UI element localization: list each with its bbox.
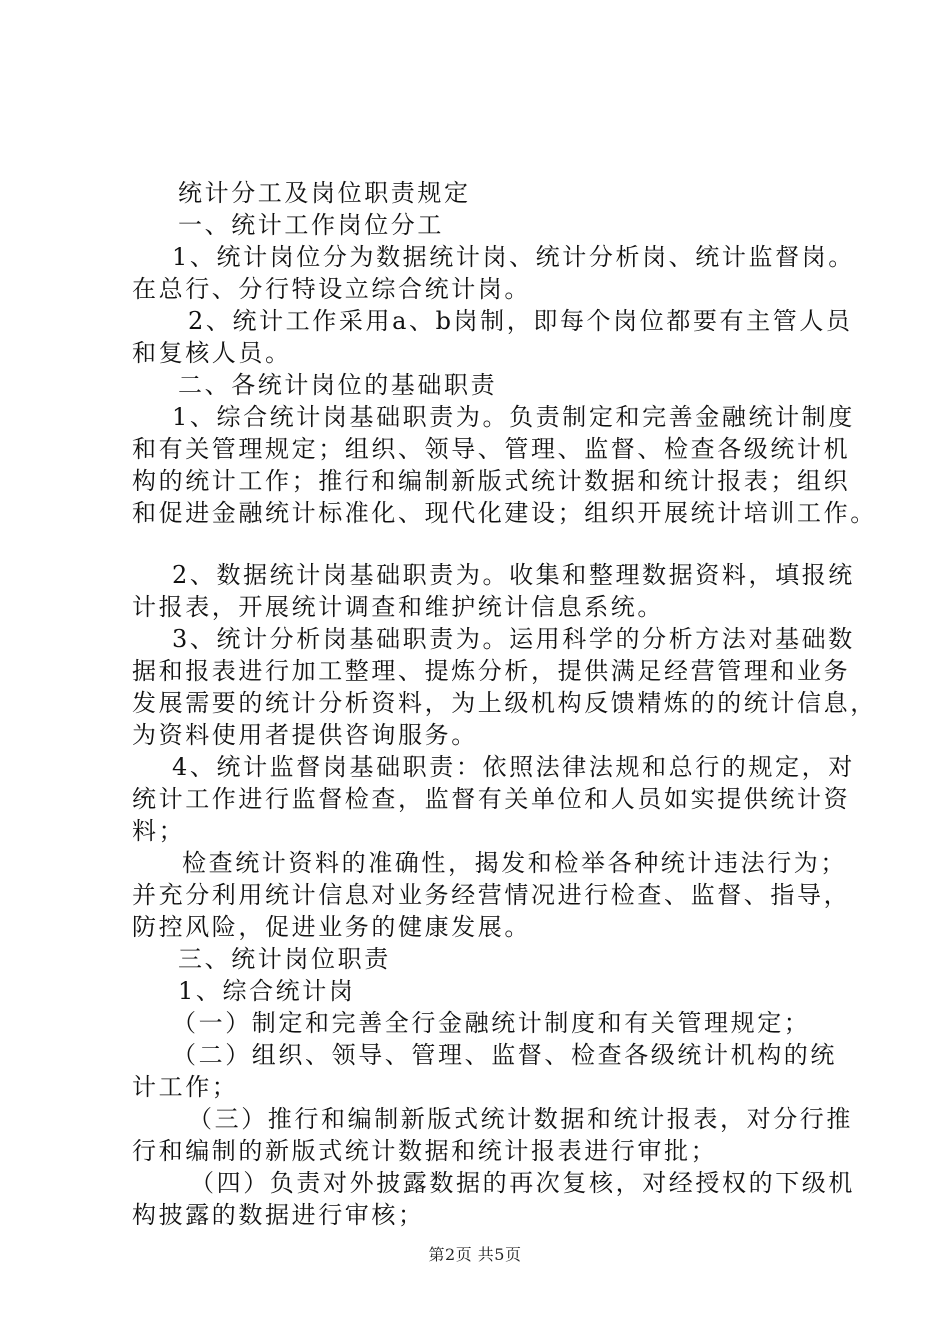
paragraph-line: 在总行、分行特设立综合统计岗。 xyxy=(132,275,531,303)
paragraph-line: 2、数据统计岗基础职责为。收集和整理数据资料，填报统 xyxy=(172,561,855,589)
paragraph-line: 1、统计岗位分为数据统计岗、统计分析岗、统计监督岗。 xyxy=(172,243,855,271)
paragraph-line: 防控风险，促进业务的健康发展。 xyxy=(132,913,531,941)
section-heading: 三、统计岗位职责 xyxy=(178,945,391,973)
paragraph-line: 为资料使用者提供咨询服务。 xyxy=(132,721,478,749)
paragraph-line: 计工作； xyxy=(132,1073,239,1101)
section-heading: 一、统计工作岗位分工 xyxy=(178,211,444,239)
paragraph-line: 据和报表进行加工整理、提炼分析，提供满足经营管理和业务 xyxy=(132,657,851,685)
paragraph-line: 行和编制的新版式统计数据和统计报表进行审批； xyxy=(132,1137,718,1165)
paragraph-line: 统计工作进行监督检查，监督有关单位和人员如实提供统计资 xyxy=(132,785,851,813)
subsection-heading: 1、综合统计岗 xyxy=(178,977,356,1005)
paragraph-line: 和促进金融统计标准化、现代化建设；组织开展统计培训工作。 xyxy=(132,499,877,527)
section-heading: 二、各统计岗位的基础职责 xyxy=(178,371,498,399)
paragraph-line: 和复核人员。 xyxy=(132,339,292,367)
paragraph-line: 4、统计监督岗基础职责：依照法律法规和总行的规定，对 xyxy=(172,753,855,781)
paragraph-line: 和有关管理规定；组织、领导、管理、监督、检查各级统计机 xyxy=(132,435,851,463)
paragraph-line: 计报表，开展统计调查和维护统计信息系统。 xyxy=(132,593,664,621)
paragraph-line: 1、综合统计岗基础职责为。负责制定和完善金融统计制度 xyxy=(172,403,855,431)
page-number-label: 第2页 共5页 xyxy=(428,1245,522,1264)
paragraph-line: （一）制定和完善全行金融统计制度和有关管理规定； xyxy=(172,1009,811,1037)
paragraph-line: 构的统计工作；推行和编制新版式统计数据和统计报表；组织 xyxy=(132,467,851,495)
paragraph-line: （三）推行和编制新版式统计数据和统计报表，对分行推 xyxy=(188,1105,853,1133)
paragraph-line: 并充分利用统计信息对业务经营情况进行检查、监督、指导， xyxy=(132,881,851,909)
paragraph-line: 2、统计工作采用a、b岗制，即每个岗位都要有主管人员 xyxy=(188,307,853,335)
paragraph-line: 3、统计分析岗基础职责为。运用科学的分析方法对基础数 xyxy=(172,625,855,653)
paragraph-line: （二）组织、领导、管理、监督、检查各级统计机构的统 xyxy=(172,1041,837,1069)
paragraph-line: 发展需要的统计分析资料，为上级机构反馈精炼的的统计信息， xyxy=(132,689,877,717)
page-footer xyxy=(0,1244,950,1266)
paragraph-line: （四）负责对外披露数据的再次复核，对经授权的下级机 xyxy=(190,1169,855,1197)
document-title: 统计分工及岗位职责规定 xyxy=(178,179,471,207)
paragraph-line: 构披露的数据进行审核； xyxy=(132,1201,425,1229)
paragraph-line: 料； xyxy=(132,817,186,845)
paragraph-line: 检查统计资料的准确性，揭发和检举各种统计违法行为； xyxy=(182,849,847,877)
